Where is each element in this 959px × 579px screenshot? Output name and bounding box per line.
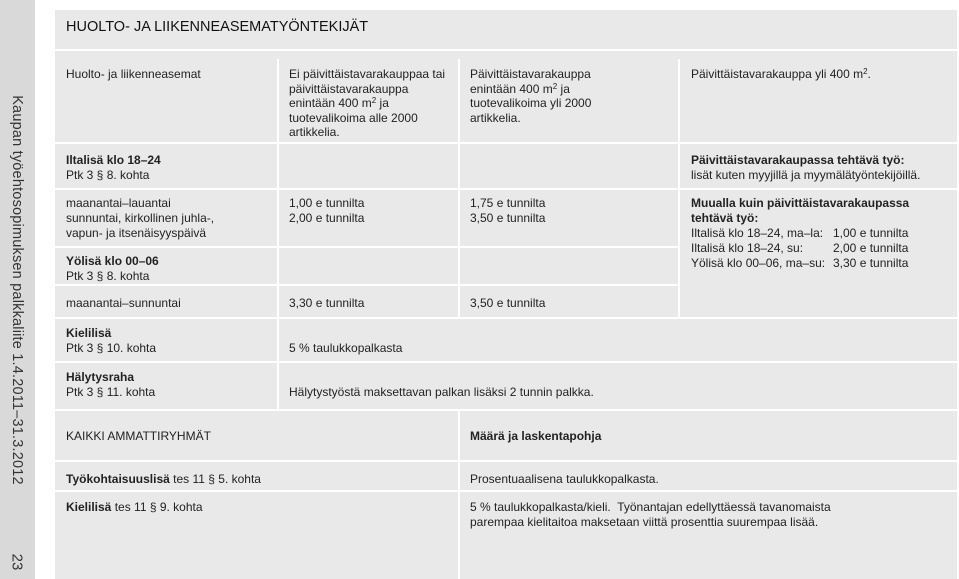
language-bonus-detail-1: 5 % taulukkopalkasta/kieli. Työnantajan edellyttäessä tavanomaista: [470, 500, 831, 514]
language-bonus-ref: Ptk 3 § 10. kohta: [66, 341, 157, 355]
alert-pay-value: Hälytystyöstä maksettavan palkan lisäksi 2 tunnin palkka.: [289, 385, 594, 399]
divider: [55, 409, 957, 411]
c4-grocery-title: Päivittäistavarakaupassa tehtävä työ:: [691, 153, 905, 167]
evening-rate-c2-weekday: 1,00 e tunnilta: [289, 196, 365, 210]
night-rate-c3: 3,50 e tunnilta: [470, 296, 546, 310]
page-number: 23: [8, 553, 26, 571]
divider: [55, 142, 957, 144]
divider: [458, 59, 460, 317]
amount-basis-heading: Määrä ja laskentapohja: [470, 429, 602, 443]
task-bonus-value: Prosentuaalisena taulukkopalkasta.: [470, 472, 659, 486]
divider: [277, 59, 279, 317]
evening-bonus-ref: Ptk 3 § 8. kohta: [66, 168, 150, 182]
c4-other-title-2: tehtävä työ:: [691, 211, 759, 225]
section-title: HUOLTO- JA LIIKENNEASEMATYÖNTEKIJÄT: [66, 19, 369, 35]
evening-rate-c2-sunday: 2,00 e tunnilta: [289, 211, 365, 225]
language-bonus-label: Kielilisä: [66, 326, 112, 340]
language-bonus-detail-2: parempaa kielitaitoa maksetaan viittä prosenttia suurempaa lisää.: [470, 515, 819, 529]
divider: [55, 317, 957, 319]
night-rate-c2: 3,30 e tunnilta: [289, 296, 365, 310]
alert-pay-label: Hälytysraha: [66, 370, 135, 384]
language-bonus-value: 5 % taulukkopalkasta: [289, 341, 403, 355]
evening-bonus-label: Iltalisä klo 18–24: [66, 153, 161, 167]
evening-days-sunday: sunnuntai, kirkollinen juhla-,: [66, 211, 215, 225]
c4-other-title: Muualla kuin päivittäistavarakaupassa: [691, 196, 910, 210]
c4-rate-row: Iltalisä klo 18–24, ma–la: 1,00 e tunnilta: [691, 226, 909, 240]
all-groups-heading: KAIKKI AMMATTIRYHMÄT: [66, 429, 211, 443]
divider: [458, 411, 460, 579]
column-head-small-shop: Ei päivittäistavarakauppaa tai päivittäistavarakauppa enintään 400 $m^2$ ja tuotevalikoima alle 2000 artikkelia.: [289, 67, 446, 139]
night-bonus-label: Yölisä klo 00–06: [66, 254, 159, 268]
language-bonus-row-label: Kielilisä tes 11 § 9. kohta: [66, 500, 203, 514]
task-bonus-row-label: Työkohtaisuuslisä tes 11 § 5. kohta: [66, 472, 261, 486]
c4-rate-row: Yölisä klo 00–06, ma–su: 3,30 e tunnilta: [691, 256, 909, 270]
divider: [55, 490, 957, 492]
divider: [55, 361, 957, 363]
column-head-large-shop: Päivittäistavarakauppa yli 400 $m^2$.: [691, 67, 871, 81]
divider: [55, 246, 678, 248]
evening-rate-c3-sunday: 3,50 e tunnilta: [470, 211, 546, 225]
night-days: maanantai–sunnuntai: [66, 296, 181, 310]
c4-rate-row: Iltalisä klo 18–24, su: 2,00 e tunnilta: [691, 241, 909, 255]
evening-rate-c3-weekday: 1,75 e tunnilta: [470, 196, 546, 210]
evening-days-holiday: vapun- ja itsenäisyyspäivä: [66, 226, 207, 240]
divider: [55, 284, 678, 286]
night-bonus-ref: Ptk 3 § 8. kohta: [66, 269, 150, 283]
divider: [678, 59, 680, 317]
alert-pay-ref: Ptk 3 § 11. kohta: [66, 385, 156, 399]
c4-grocery-text: lisät kuten myyjillä ja myymälätyöntekijöillä.: [691, 168, 921, 182]
sidebar-title: [0, 0, 35, 579]
document-title: Kaupan työehtosopimuksen palkkaliite 1.4.2011–31.3.2012: [9, 95, 25, 485]
divider: [277, 319, 279, 409]
section-header: [55, 10, 957, 51]
column-head-large-assortment: Päivittäistavarakauppa enintään 400 $m^2$ ja tuotevalikoima yli 2000 artikkelia.: [470, 67, 592, 125]
column-head-stations: Huolto- ja liikenneasemat: [66, 67, 201, 81]
divider: [55, 188, 957, 190]
divider: [55, 460, 957, 462]
evening-days-weekday: maanantai–lauantai: [66, 196, 171, 210]
